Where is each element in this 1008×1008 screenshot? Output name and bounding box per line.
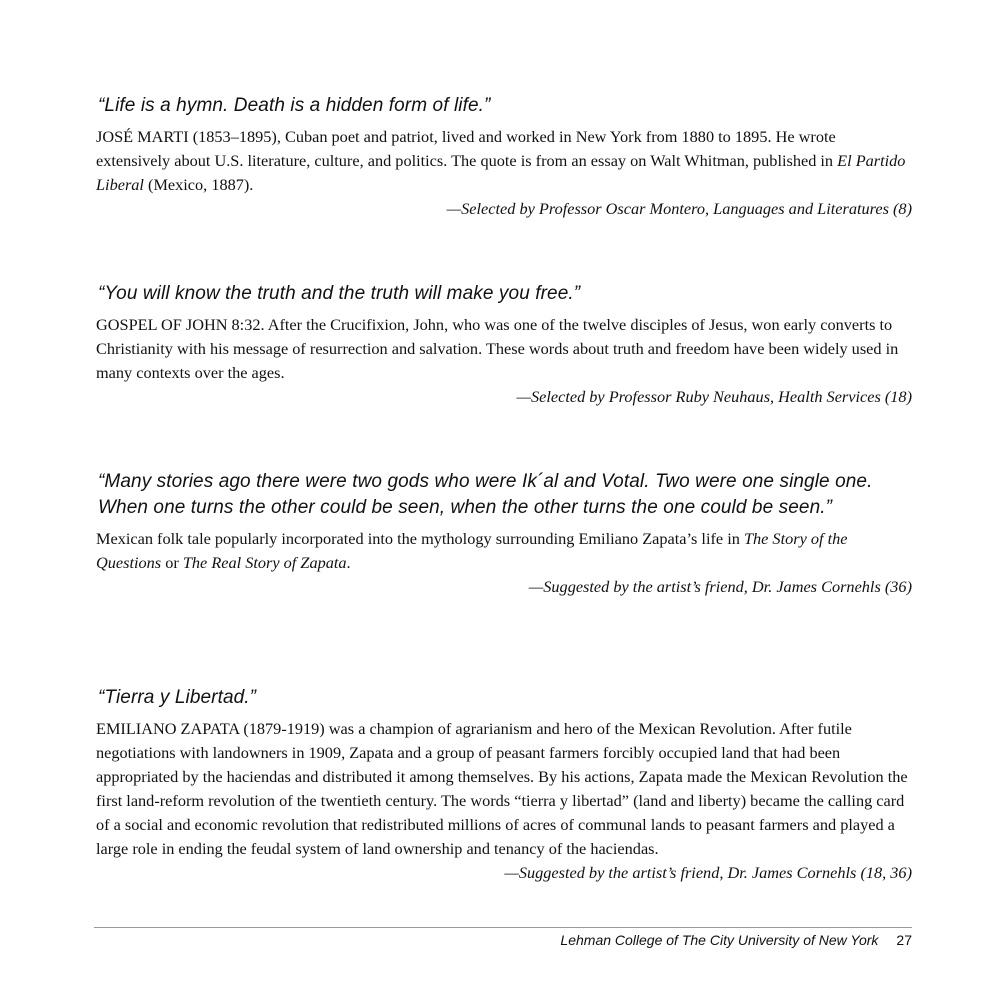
quote-description [96, 125, 912, 197]
quote-credit: —Selected by Professor Oscar Montero, Languages and Literatures (8) [446, 199, 912, 218]
quote-text: “Life is a hymn. Death is a hidden form of life.” [98, 95, 491, 116]
desc-title: The Story of the Questions [96, 529, 848, 572]
page-footer [94, 930, 912, 950]
quote-text: “You will know the truth and the truth will make you free.” [98, 283, 581, 304]
quote-text: “Many stories ago there were two gods who were Ik´al and Votal. Two were one single one. When one turns the other could be seen, when the other turns the one could be seen.” [98, 471, 873, 518]
desc-text: EMILIANO ZAPATA (1879-1919) was a champion of agrarianism and hero of the Mexican Revolution. After futile negotiations with landowners in 1909, Zapata and a group of peasant farmers forcibly occupied land that had been appropriated by the haciendas and distributed it among themselves. By his actions, Zapata made the Mexican Revolution the first land-reform revolution of the twentieth century. The words “tierra y libertad” (land and liberty) became the calling card of a social and economic revolution that redistributed millions of acres of communal lands to peasant farmers and played a large role in ending the feudal system of land ownership and tenancy of the haciendas. [96, 719, 908, 858]
quote-description [96, 527, 912, 575]
page-number: 27 [896, 932, 912, 948]
desc-title: The Real Story of Zapata [182, 553, 347, 572]
quote-text: “Tierra y Libertad.” [98, 687, 257, 708]
quote-description [96, 313, 912, 385]
quote-entry-john [96, 281, 912, 409]
quote-entry-zapata [96, 685, 912, 885]
desc-text: (Mexico, 1887). [143, 175, 254, 194]
quote-entry-marti [96, 93, 912, 221]
desc-text: Mexican folk tale popularly incorporated into the mythology surrounding Emiliano Zapata’s life in [96, 529, 744, 548]
desc-text: JOSÉ MARTI (1853–1895), Cuban poet and patriot, lived and worked in New York from 1880 to 1895. He wrote extensively about U.S. literature, culture, and politics. The quote is from an essay on Walt Whitman, published in [96, 127, 838, 170]
desc-title: El Partido Liberal [96, 151, 906, 194]
quote-credit: —Suggested by the artist’s friend, Dr. James Cornehls (36) [528, 577, 912, 596]
quote-entry-folk-tale [96, 469, 912, 599]
footer-divider [94, 927, 912, 928]
quote-description [96, 717, 912, 861]
desc-text: GOSPEL OF JOHN 8:32. After the Crucifixion, John, who was one of the twelve disciples of Jesus, won early converts to Christianity with his message of resurrection and salvation. These words about truth and freedom have been widely used in many contexts over the ages. [96, 315, 899, 382]
desc-text: or [161, 553, 183, 572]
quote-credit: —Suggested by the artist’s friend, Dr. James Cornehls (18, 36) [504, 863, 912, 882]
desc-text: . [346, 553, 351, 572]
footer-institution: Lehman College of The City University of New York [560, 932, 879, 948]
quote-credit: —Selected by Professor Ruby Neuhaus, Health Services (18) [516, 387, 912, 406]
